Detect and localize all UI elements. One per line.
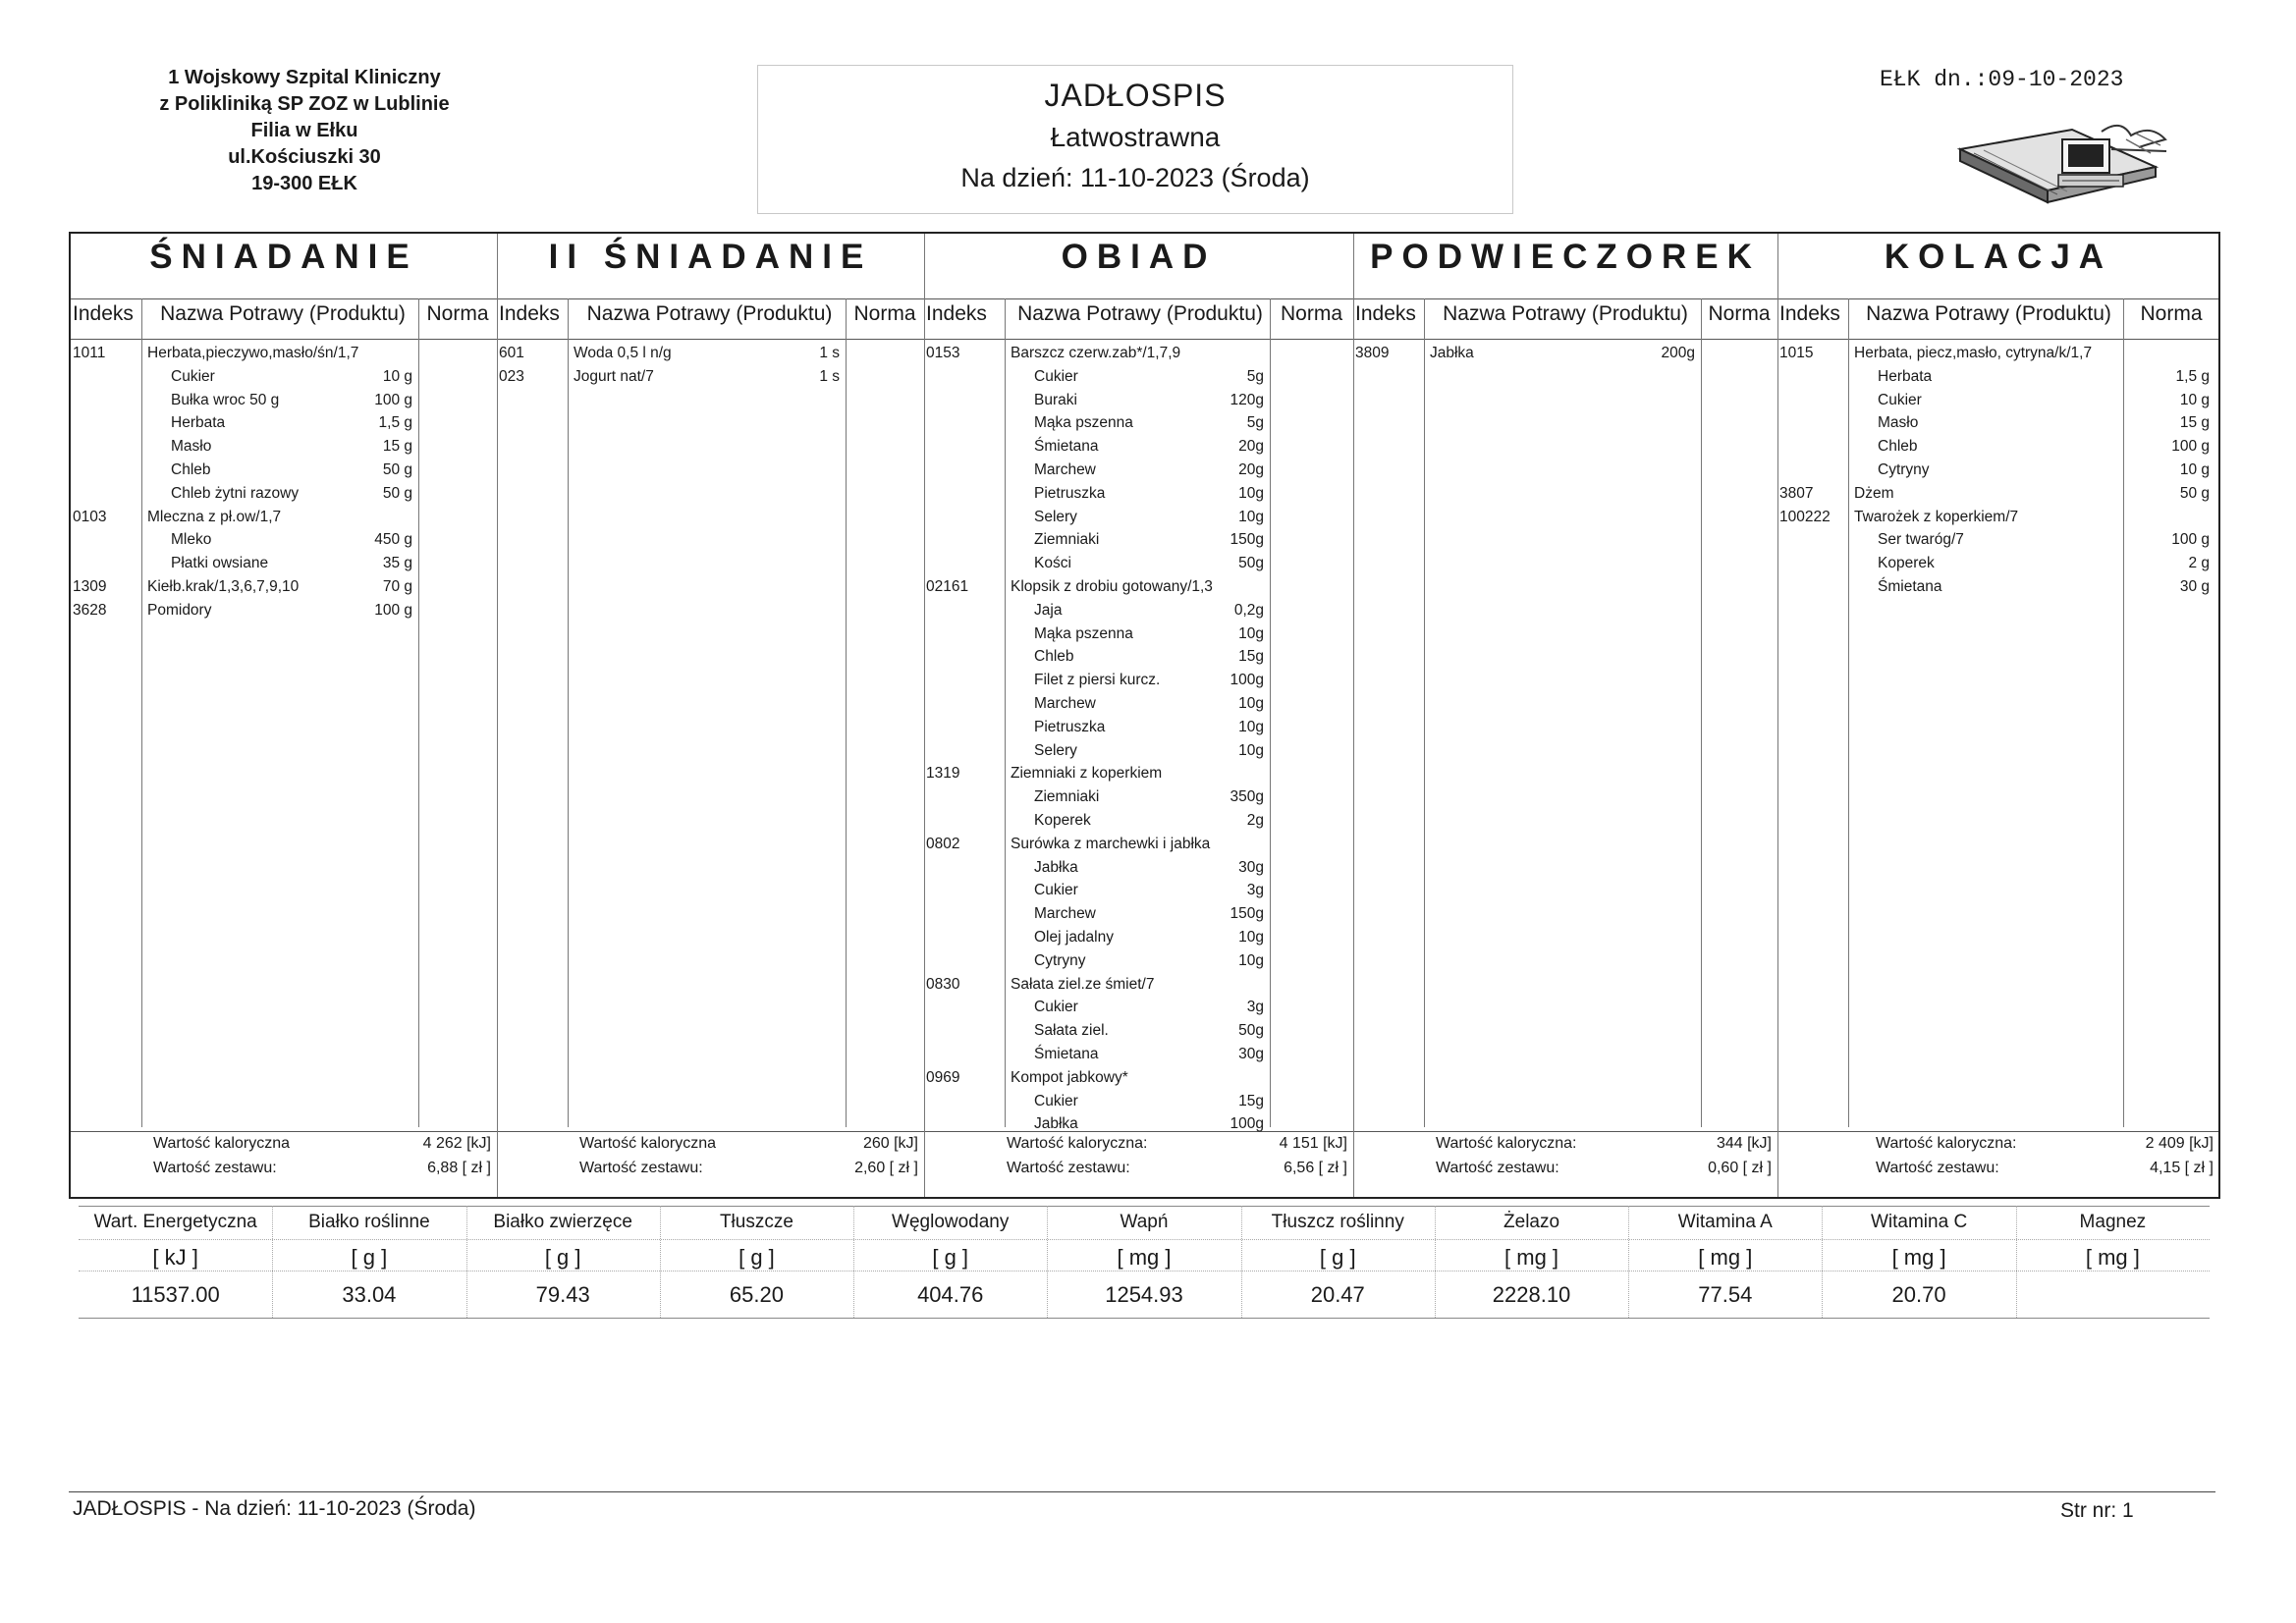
dish-norm: 150g: [1230, 531, 1264, 549]
hospital-line: 19-300 EŁK: [251, 173, 357, 194]
nutrient-value: 79.43: [535, 1282, 590, 1307]
dish-norm: [1152, 762, 1264, 785]
dish-norm: 450 g: [374, 531, 412, 549]
dish-norm: 1,5 g: [2175, 367, 2210, 385]
dish-norm: 10g: [1238, 508, 1264, 525]
dish-norm: 10g: [1238, 929, 1264, 946]
nutrient-label: Witamina C: [1870, 1212, 1968, 1232]
nutrient-label: Witamina A: [1677, 1212, 1773, 1232]
column-header-norm: Norma: [2140, 302, 2203, 325]
nutrient-value: 404.76: [917, 1282, 984, 1307]
cost-label: Wartość zestawu:: [153, 1160, 277, 1176]
dish-index: 1015: [1779, 345, 1814, 361]
dish-norm: 2 g: [2188, 555, 2210, 572]
dish-norm: 10 g: [382, 367, 412, 385]
dish-norm: 15g: [1238, 648, 1264, 666]
dish-norm: 150g: [1230, 905, 1264, 923]
dish-norm: 50g: [1238, 555, 1264, 572]
ingredient-name: Cukier: [1034, 882, 1078, 899]
ingredient-name: Śmietana: [1034, 1046, 1099, 1062]
dish-index: 0153: [926, 345, 960, 361]
nutrient-label: Magnez: [2079, 1212, 2147, 1232]
ingredient-name: Mąka pszenna: [1034, 624, 1133, 642]
nutrient-unit: [ g ]: [738, 1245, 775, 1270]
dish-norm: 70 g: [382, 578, 412, 595]
dish-norm: [1152, 342, 1264, 365]
dish-name: Mleczna z pł.ow/1,7: [147, 508, 282, 525]
column-header-index: Indeks: [1355, 302, 1416, 325]
dish-name: Klopsik z drobiu gotowany/1,3: [1011, 578, 1213, 595]
dish-norm: 30g: [1238, 858, 1264, 876]
meal-separator: [1777, 234, 1778, 1197]
dish-norm: 1,5 g: [378, 414, 412, 432]
menu-table: [69, 232, 2220, 1199]
dish-index: 1319: [926, 765, 960, 783]
dish-norm: 100 g: [374, 391, 412, 408]
ingredient-name: Koperek: [1878, 555, 1935, 572]
ingredient-name: Chleb: [1878, 438, 1918, 456]
dish-norm: 1 s: [819, 367, 840, 385]
column-separator: [141, 298, 142, 1127]
dish-index: 3807: [1779, 484, 1814, 502]
nutrient-label: Białko roślinne: [308, 1212, 430, 1232]
nutrient-label: Tłuszcz roślinny: [1271, 1212, 1404, 1232]
column-separator: [1424, 298, 1425, 1127]
dish-index: 601: [499, 345, 524, 361]
dish-norm: 15 g: [2179, 414, 2210, 432]
ingredient-name: Kości: [1034, 555, 1071, 572]
ingredient-name: Buraki: [1034, 391, 1077, 408]
column-separator: [568, 298, 569, 1127]
column-header-norm: Norma: [1280, 302, 1342, 325]
diet-name: Łatwostrawna: [1050, 122, 1221, 152]
dish-name: Herbata,pieczywo,masło/śn/1,7: [147, 345, 359, 361]
meal-column: [924, 234, 1353, 1197]
dish-name: Sałata ziel.ze śmiet/7: [1011, 975, 1155, 993]
ingredient-name: Masło: [1878, 414, 1919, 432]
meal-heading: PODWIECZOREK: [1370, 238, 1761, 276]
ingredient-name: Olej jadalny: [1034, 929, 1114, 946]
dish-norm: [2098, 506, 2210, 529]
dish-norm: 50 g: [2179, 484, 2210, 502]
nutrient-unit: [ mg ]: [1117, 1245, 1172, 1270]
cost-label: Wartość zestawu:: [1436, 1160, 1559, 1176]
dish-name: Kiełb.krak/1,3,6,7,9,10: [147, 578, 300, 595]
meal-separator: [1353, 234, 1354, 1197]
column-separator: [846, 298, 847, 1127]
ingredient-name: Marchew: [1034, 695, 1096, 712]
ingredient-name: Herbata: [1878, 367, 1933, 385]
dish-name: Jabłka: [1430, 345, 1474, 361]
nutrition-rule: [79, 1318, 2210, 1319]
meal-column: [71, 234, 497, 1197]
ingredient-name: Mleko: [171, 531, 212, 549]
calorie-label: Wartość kaloryczna: [579, 1135, 716, 1152]
cost-label: Wartość zestawu:: [579, 1160, 703, 1176]
hospital-address: [98, 65, 511, 197]
dish-norm: 50g: [1238, 1022, 1264, 1040]
nutrient-value: 20.47: [1310, 1282, 1365, 1307]
dish-norm: 10g: [1238, 695, 1264, 712]
ingredient-name: Jabłka: [1034, 1115, 1078, 1133]
dish-norm: 15 g: [382, 438, 412, 456]
dish-norm: 10 g: [2179, 461, 2210, 478]
calorie-value: 344 [kJ]: [1716, 1135, 1772, 1152]
dish-norm: 10 g: [2179, 391, 2210, 408]
column-separator: [1005, 298, 1006, 1127]
dish-norm: 10g: [1238, 718, 1264, 735]
dish-name: Pomidory: [147, 601, 212, 619]
column-separator: [418, 298, 419, 1127]
column-header-name: Nazwa Potrawy (Produktu): [1443, 302, 1688, 325]
dish-norm: [1152, 973, 1264, 997]
meal-separator: [497, 234, 498, 1197]
nutrient-value: 11537.00: [131, 1282, 220, 1307]
dish-index: 3809: [1355, 345, 1390, 361]
calorie-label: Wartość kaloryczna: [153, 1135, 290, 1152]
ingredient-name: Ser twaróg/7: [1878, 531, 1964, 549]
dish-norm: 100 g: [2171, 531, 2210, 549]
ingredient-name: Ziemniaki: [1034, 531, 1100, 549]
dish-name: Woda 0,5 l n/g: [574, 345, 672, 361]
nutrient-label: Wapń: [1120, 1212, 1169, 1232]
ingredient-name: Sałata ziel.: [1034, 1022, 1109, 1040]
meal-heading: KOLACJA: [1884, 238, 2113, 276]
nutrient-unit: [ mg ]: [1891, 1245, 1946, 1270]
ingredient-name: Bułka wroc 50 g: [171, 391, 280, 408]
dish-index: 023: [499, 367, 524, 385]
nutrient-value: 1254.93: [1105, 1282, 1183, 1307]
column-header-name: Nazwa Potrawy (Produktu): [1866, 302, 2111, 325]
column-separator: [1270, 298, 1271, 1127]
hospital-line: 1 Wojskowy Szpital Kliniczny: [168, 67, 441, 88]
dish-name: Kompot jabkowy*: [1011, 1068, 1128, 1086]
ingredient-name: Śmietana: [1878, 578, 1942, 595]
ingredient-name: Masło: [171, 438, 212, 456]
ingredient-name: Płatki owsiane: [171, 555, 269, 572]
column-header-index: Indeks: [73, 302, 134, 325]
calorie-value: 2 409 [kJ]: [2145, 1135, 2214, 1152]
dish-norm: 15g: [1238, 1092, 1264, 1109]
ingredient-name: Cukier: [1034, 367, 1078, 385]
nutrient-label: Tłuszcze: [719, 1212, 793, 1232]
nutrient-label: Węglowodany: [892, 1212, 1010, 1232]
dish-norm: 30g: [1238, 1046, 1264, 1062]
dish-norm: 100 g: [2171, 438, 2210, 456]
dish-name: Herbata, piecz,masło, cytryna/k/1,7: [1854, 345, 2093, 361]
cost-value: 6,56 [ zł ]: [1284, 1160, 1347, 1176]
dish-norm: 5g: [1246, 414, 1264, 432]
dish-norm: 100 g: [374, 601, 412, 619]
ingredient-name: Cukier: [171, 367, 215, 385]
meal-column: [497, 234, 924, 1197]
nutrient-value: 2228.10: [1492, 1282, 1571, 1307]
column-header-norm: Norma: [426, 302, 489, 325]
ingredient-name: Cukier: [1878, 391, 1922, 408]
ingredient-name: Filet z piersi kurcz.: [1034, 672, 1161, 689]
nutrient-unit: [ g ]: [544, 1245, 581, 1270]
dish-norm: 5g: [1246, 367, 1264, 385]
column-header-norm: Norma: [1708, 302, 1771, 325]
column-separator: [1848, 298, 1849, 1127]
ingredient-name: Chleb: [171, 461, 211, 478]
nutrient-value: 77.54: [1698, 1282, 1753, 1307]
dish-norm: 2g: [1246, 812, 1264, 829]
dish-name: Jogurt nat/7: [574, 367, 654, 385]
dish-norm: 50 g: [382, 461, 412, 478]
page-number: Str nr: 1: [2060, 1499, 2134, 1522]
ingredient-name: Marchew: [1034, 905, 1096, 923]
dish-norm: 10g: [1238, 951, 1264, 969]
nutrition-rule: [79, 1206, 2210, 1207]
nutrition-table: [79, 1206, 2210, 1320]
ingredient-name: Herbata: [171, 414, 226, 432]
dish-norm: 0,2g: [1233, 601, 1264, 619]
dish-norm: 20g: [1238, 438, 1264, 456]
cost-value: 2,60 [ zł ]: [854, 1160, 918, 1176]
meal-column: [1353, 234, 1777, 1197]
dish-index: 0830: [926, 975, 960, 993]
dish-norm: 30 g: [2179, 578, 2210, 595]
ingredient-name: Mąka pszenna: [1034, 414, 1133, 432]
book-computer-logo-icon: [1954, 110, 2176, 208]
nutrient-unit: [ g ]: [932, 1245, 969, 1270]
dish-index: 02161: [926, 578, 969, 595]
ingredient-name: Cukier: [1034, 1092, 1078, 1109]
dish-index: 1011: [73, 345, 106, 361]
calorie-label: Wartość kaloryczna:: [1876, 1135, 2017, 1152]
dish-norm: 10g: [1238, 624, 1264, 642]
cost-value: 4,15 [ zł ]: [2150, 1160, 2214, 1176]
nutrient-value: 33.04: [342, 1282, 397, 1307]
calorie-label: Wartość kaloryczna:: [1436, 1135, 1577, 1152]
nutrition-rule: [79, 1239, 2210, 1240]
dish-norm: [301, 506, 412, 529]
ingredient-name: Pietruszka: [1034, 718, 1106, 735]
dish-norm: 20g: [1238, 461, 1264, 478]
dish-index: 3628: [73, 601, 107, 619]
dish-name: Surówka z marchewki i jabłka: [1011, 835, 1211, 852]
ingredient-name: Pietruszka: [1034, 484, 1106, 502]
meal-separator: [924, 234, 925, 1197]
hospital-line: ul.Kościuszki 30: [228, 146, 381, 168]
ingredient-name: Chleb żytni razowy: [171, 484, 300, 502]
calorie-value: 4 151 [kJ]: [1279, 1135, 1347, 1152]
ingredient-name: Selery: [1034, 508, 1077, 525]
dish-norm: 3g: [1246, 999, 1264, 1016]
calorie-label: Wartość kaloryczna:: [1007, 1135, 1148, 1152]
ingredient-name: Koperek: [1034, 812, 1091, 829]
column-header-index: Indeks: [926, 302, 987, 325]
nutrient-unit: [ kJ ]: [152, 1245, 198, 1270]
issue-date: EŁK dn.:09-10-2023: [1880, 67, 2124, 92]
hospital-line: Filia w Ełku: [250, 120, 358, 141]
cost-value: 6,88 [ zł ]: [427, 1160, 491, 1176]
nutrient-label: Żelazo: [1503, 1212, 1560, 1232]
dish-norm: 10g: [1238, 741, 1264, 759]
dish-norm: 120g: [1230, 391, 1264, 408]
meal-heading: II ŚNIADANIE: [548, 238, 873, 276]
nutrient-value: 20.70: [1891, 1282, 1946, 1307]
meal-heading: ŚNIADANIE: [149, 238, 418, 276]
dish-norm: [2098, 342, 2210, 365]
ingredient-name: Jabłka: [1034, 858, 1078, 876]
ingredient-name: Selery: [1034, 741, 1077, 759]
ingredient-name: Cytryny: [1034, 951, 1086, 969]
page-title: JADŁOSPIS: [1044, 78, 1227, 113]
ingredient-name: Marchew: [1034, 461, 1096, 478]
ingredient-name: Chleb: [1034, 648, 1074, 666]
nutrient-unit: [ g ]: [351, 1245, 388, 1270]
hospital-line: z Polikliniką SP ZOZ w Lublinie: [159, 93, 450, 115]
dish-name: Barszcz czerw.zab*/1,7,9: [1011, 345, 1181, 361]
dish-index: 0969: [926, 1068, 960, 1086]
dish-index: 0103: [73, 508, 107, 525]
dish-index: 1309: [73, 578, 107, 595]
meal-heading: OBIAD: [1061, 238, 1217, 276]
nutrient-unit: [ g ]: [1319, 1245, 1356, 1270]
dish-norm: 50 g: [382, 484, 412, 502]
nutrient-unit: [ mg ]: [1698, 1245, 1753, 1270]
dish-norm: [1152, 575, 1264, 599]
calorie-value: 4 262 [kJ]: [422, 1135, 491, 1152]
column-header-norm: Norma: [853, 302, 916, 325]
menu-date: Na dzień: 11-10-2023 (Środa): [960, 163, 1310, 192]
nutrient-value: 65.20: [729, 1282, 784, 1307]
ingredient-name: Śmietana: [1034, 438, 1099, 456]
meal-column: [1777, 234, 2219, 1197]
dish-norm: 10g: [1238, 484, 1264, 502]
footer-divider: [69, 1491, 2215, 1492]
column-header-name: Nazwa Potrawy (Produktu): [160, 302, 406, 325]
column-header-index: Indeks: [1779, 302, 1840, 325]
calorie-value: 260 [kJ]: [862, 1135, 918, 1152]
dish-norm: 100g: [1230, 1115, 1264, 1133]
dish-name: Ziemniaki z koperkiem: [1011, 765, 1163, 783]
dish-norm: 3g: [1246, 882, 1264, 899]
dish-name: Dżem: [1854, 484, 1894, 502]
ingredient-name: Ziemniaki: [1034, 788, 1100, 806]
nutrient-label: Białko zwierzęce: [493, 1212, 632, 1232]
dish-index: 0802: [926, 835, 960, 852]
dish-norm: [1152, 833, 1264, 856]
column-header-index: Indeks: [499, 302, 560, 325]
cost-label: Wartość zestawu:: [1876, 1160, 1999, 1176]
column-header-name: Nazwa Potrawy (Produktu): [1017, 302, 1263, 325]
column-separator: [1701, 298, 1702, 1127]
cost-label: Wartość zestawu:: [1007, 1160, 1130, 1176]
dish-norm: [1152, 1066, 1264, 1090]
dish-norm: 1 s: [819, 345, 840, 361]
nutrient-label: Wart. Energetyczna: [93, 1212, 257, 1232]
ingredient-name: Jaja: [1034, 601, 1063, 619]
footer-title: JADŁOSPIS - Na dzień: 11-10-2023 (Środa): [73, 1497, 476, 1520]
dish-norm: 200g: [1661, 345, 1695, 361]
dish-norm: 35 g: [382, 555, 412, 572]
dish-name: Twarożek z koperkiem/7: [1854, 508, 2019, 525]
dish-norm: 100g: [1230, 672, 1264, 689]
ingredient-name: Cytryny: [1878, 461, 1930, 478]
dish-norm: 350g: [1230, 788, 1264, 806]
column-header-name: Nazwa Potrawy (Produktu): [586, 302, 833, 325]
nutrient-unit: [ mg ]: [2085, 1245, 2140, 1270]
title-box: [757, 65, 1513, 214]
cost-value: 0,60 [ zł ]: [1708, 1160, 1772, 1176]
ingredient-name: Cukier: [1034, 999, 1078, 1016]
nutrient-unit: [ mg ]: [1504, 1245, 1559, 1270]
dish-norm: [301, 342, 412, 365]
dish-index: 100222: [1779, 508, 1831, 525]
